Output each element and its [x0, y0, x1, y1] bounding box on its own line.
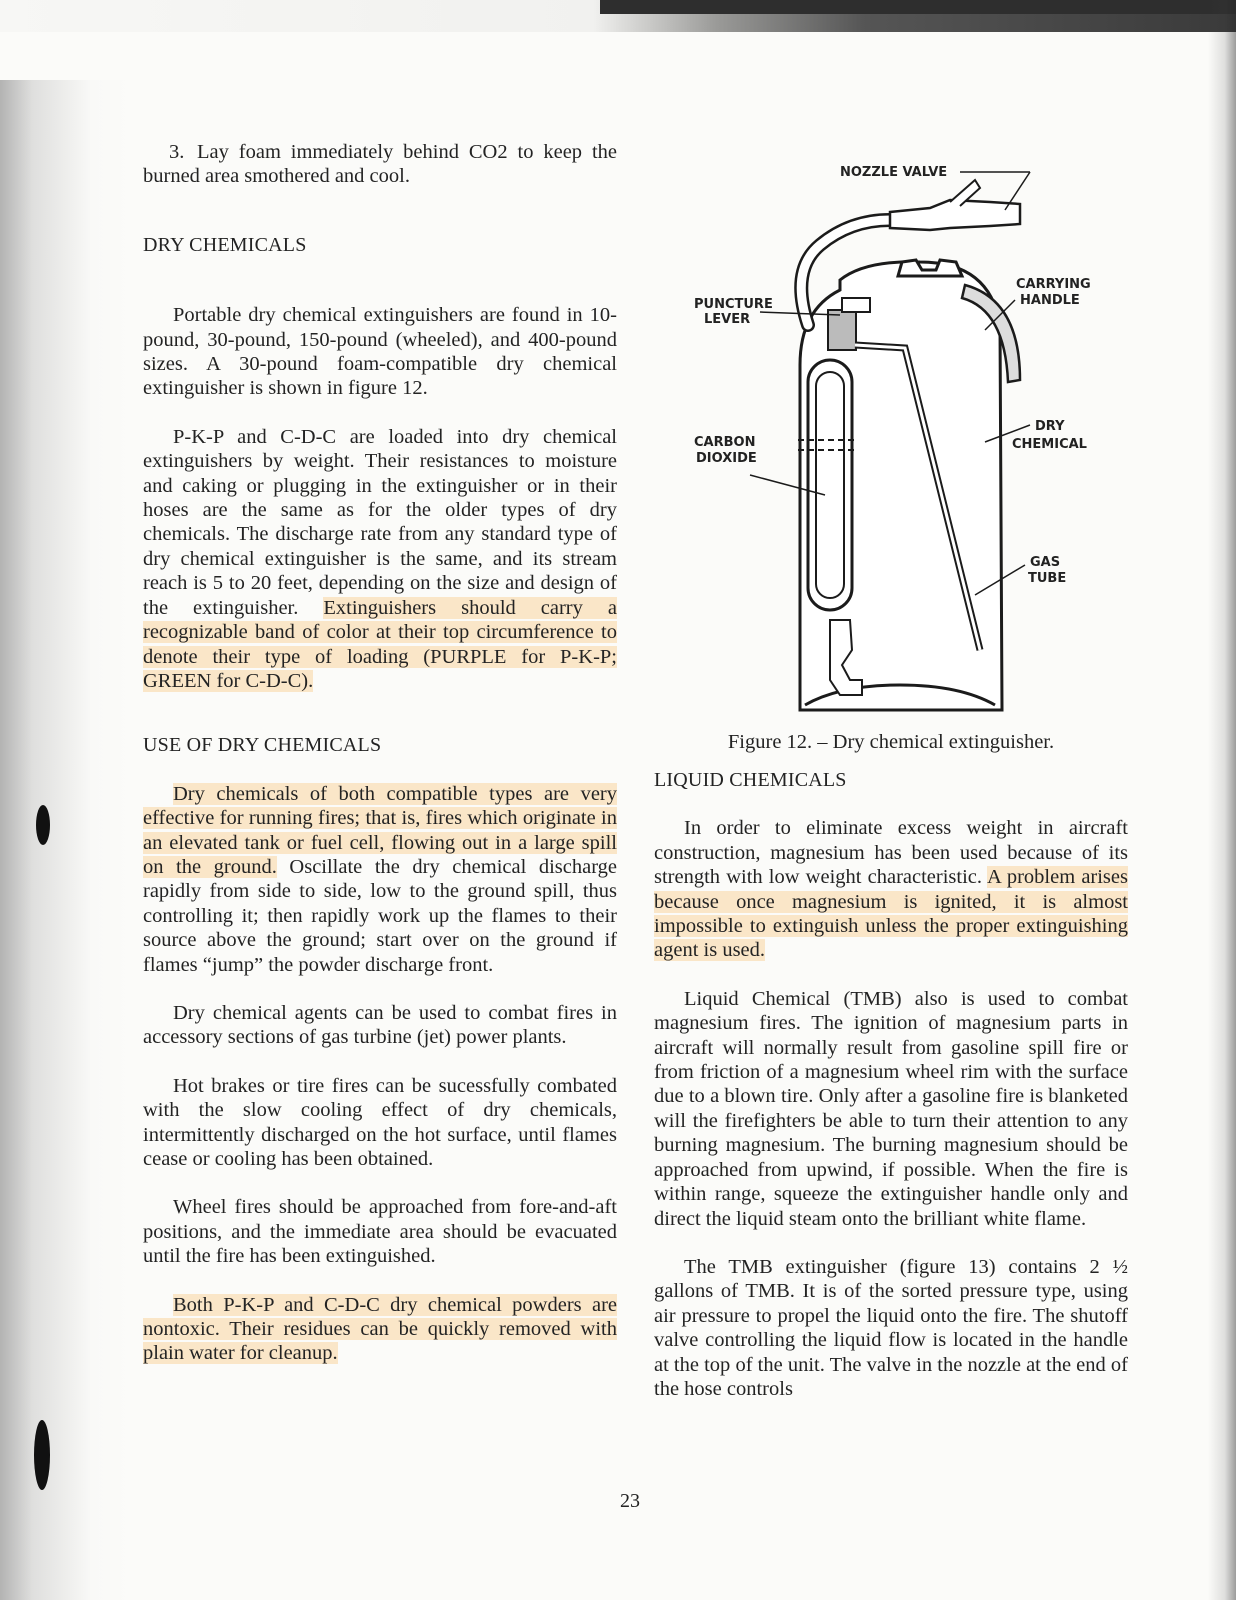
highlighted-text: A problem arises because once magnesium is ignited, it is almost impossible to extinguish unless the proper extinguishing agent is used. — [654, 866, 1128, 962]
paragraph-nontoxic — [143, 1293, 617, 1366]
paragraph-tmb: Liquid Chemical (TMB) also is used to combat magnesium fires. The ignition of magnesium parts in aircraft will normally result from gasoline spill fire or from friction of a magnesium wheel rim with the surface due to a blown tire. Only after a gasoline fire is blanketed will the firefighters be able to turn their attention to any burning magnesium. The burning magnesium should be approached from upwind, if possible. When the fire is within range, squeeze the extinguisher handle only and direct the liquid steam onto the brilliant white flame. — [654, 987, 1128, 1230]
binding-shadow — [0, 80, 130, 1600]
heading-dry-chemicals: DRY CHEMICALS — [143, 233, 307, 256]
highlighted-text: Dry chemicals of both compatible types are very effective for running fires; that is, fires which originate in an elevated tank or fuel cell, flowing out in a large spill on the ground. — [143, 782, 617, 878]
label-handle: HANDLE — [1020, 293, 1080, 308]
label-nozzle-valve: NOZZLE VALVE — [840, 165, 948, 180]
paragraph-magnesium — [654, 816, 1128, 962]
left-column — [143, 140, 617, 1366]
paragraph-jet-plants: Dry chemical agents can be used to combat fires in accessory sections of gas turbine (jet) power plants. — [143, 1001, 617, 1049]
puncture-lever — [842, 298, 870, 312]
puncture-lever-housing — [828, 310, 856, 350]
label-carbon: CARBON — [694, 435, 756, 450]
list-item-3 — [143, 140, 617, 189]
heading-liquid-chemicals: LIQUID CHEMICALS — [654, 769, 847, 791]
label-carrying: CARRYING — [1016, 277, 1091, 292]
label-chemical: CHEMICAL — [1012, 437, 1087, 452]
label-dry: DRY — [1035, 419, 1065, 434]
highlighted-text: Extinguishers should carry a recognizable band of color at their top circumference to denote their type of loading (PURPLE for P-K-P; GREEN for C-D-C). — [143, 596, 617, 692]
heading-use-of-dry-chemicals: USE OF DRY CHEMICALS — [143, 734, 382, 757]
list-item-text: Lay foam immediately behind CO2 to keep the burned area smothered and cool. — [143, 141, 617, 188]
label-dioxide: DIOXIDE — [696, 451, 757, 466]
extinguisher-drawing — [690, 150, 1130, 720]
page-number: 23 — [620, 1490, 640, 1512]
label-lever: LEVER — [704, 312, 751, 327]
binding-hole-mark — [34, 1420, 50, 1490]
label-tube: TUBE — [1028, 571, 1067, 586]
paragraph-sizes: Portable dry chemical extinguishers are found in 10-pound, 30-pound, 150-pound (wheeled), and 400-pound sizes. A 30-pound foam-compatible dry chemical extinguisher is shown in figure 12. — [143, 304, 617, 400]
paragraph-hot-brakes: Hot brakes or tire fires can be sucessfully combated with the slow cooling effect of dry chemicals, intermittently discharged on the hot surface, until flames cease or cooling has been obtained. — [143, 1074, 617, 1170]
binding-hole-mark — [36, 805, 50, 845]
right-column — [654, 768, 1128, 1401]
highlighted-text: Both P-K-P and C-D-C dry chemical powders are nontoxic. Their residues can be quickly removed with plain water for cleanup. — [143, 1293, 617, 1365]
paragraph-loading — [143, 425, 617, 693]
label-gas: GAS — [1030, 555, 1061, 570]
list-item-number: 3. — [169, 141, 185, 163]
page-right-edge — [1208, 0, 1236, 1600]
nozzle — [890, 200, 1020, 230]
label-puncture: PUNCTURE — [694, 297, 773, 312]
paragraph-tmb-extinguisher: The TMB extinguisher (figure 13) contains 2 ½ gallons of TMB. It is of the sorted pressure type, using air pressure to propel the liquid onto the fire. The shutoff valve controlling the liquid flow is located in the handle at the top of the unit. The valve in the nozzle at the end of the hose controls — [654, 1255, 1128, 1400]
scan-top-shadow — [600, 0, 1236, 14]
paragraph-text: Oscillate the dry chemical discharge rapidly from side to side, low to the ground spill, thus controlling it; then rapidly work up the flames to their source above the ground; start over on the ground if flames “jump” the powder discharge front. — [143, 855, 618, 976]
paragraph-running-fires — [143, 782, 617, 977]
figure-caption: Figure 12. – Dry chemical extinguisher. — [727, 731, 1055, 753]
paragraph-wheel-fires: Wheel fires should be approached from fore-and-aft positions, and the immediate area should be evacuated until the fire has been extinguished. — [143, 1196, 617, 1268]
co2-cartridge-inner — [816, 372, 844, 598]
figure-dry-chemical-extinguisher — [690, 150, 1130, 720]
paragraph-text: P-K-P and C-D-C are loaded into dry chemical extinguishers by weight. Their resistances to moisture and caking or plugging in the extinguisher or in their hoses are the same as for the older types of dry chemicals. The discharge rate from any standard type of dry chemical extinguisher is the same, and its stream reach is 5 to 20 feet, depending on the size and design of the extinguisher. — [143, 425, 617, 619]
paragraph-text: In order to eliminate excess weight in aircraft construction, magnesium has been used because of its strength with low weight characteristic. — [654, 817, 1128, 889]
